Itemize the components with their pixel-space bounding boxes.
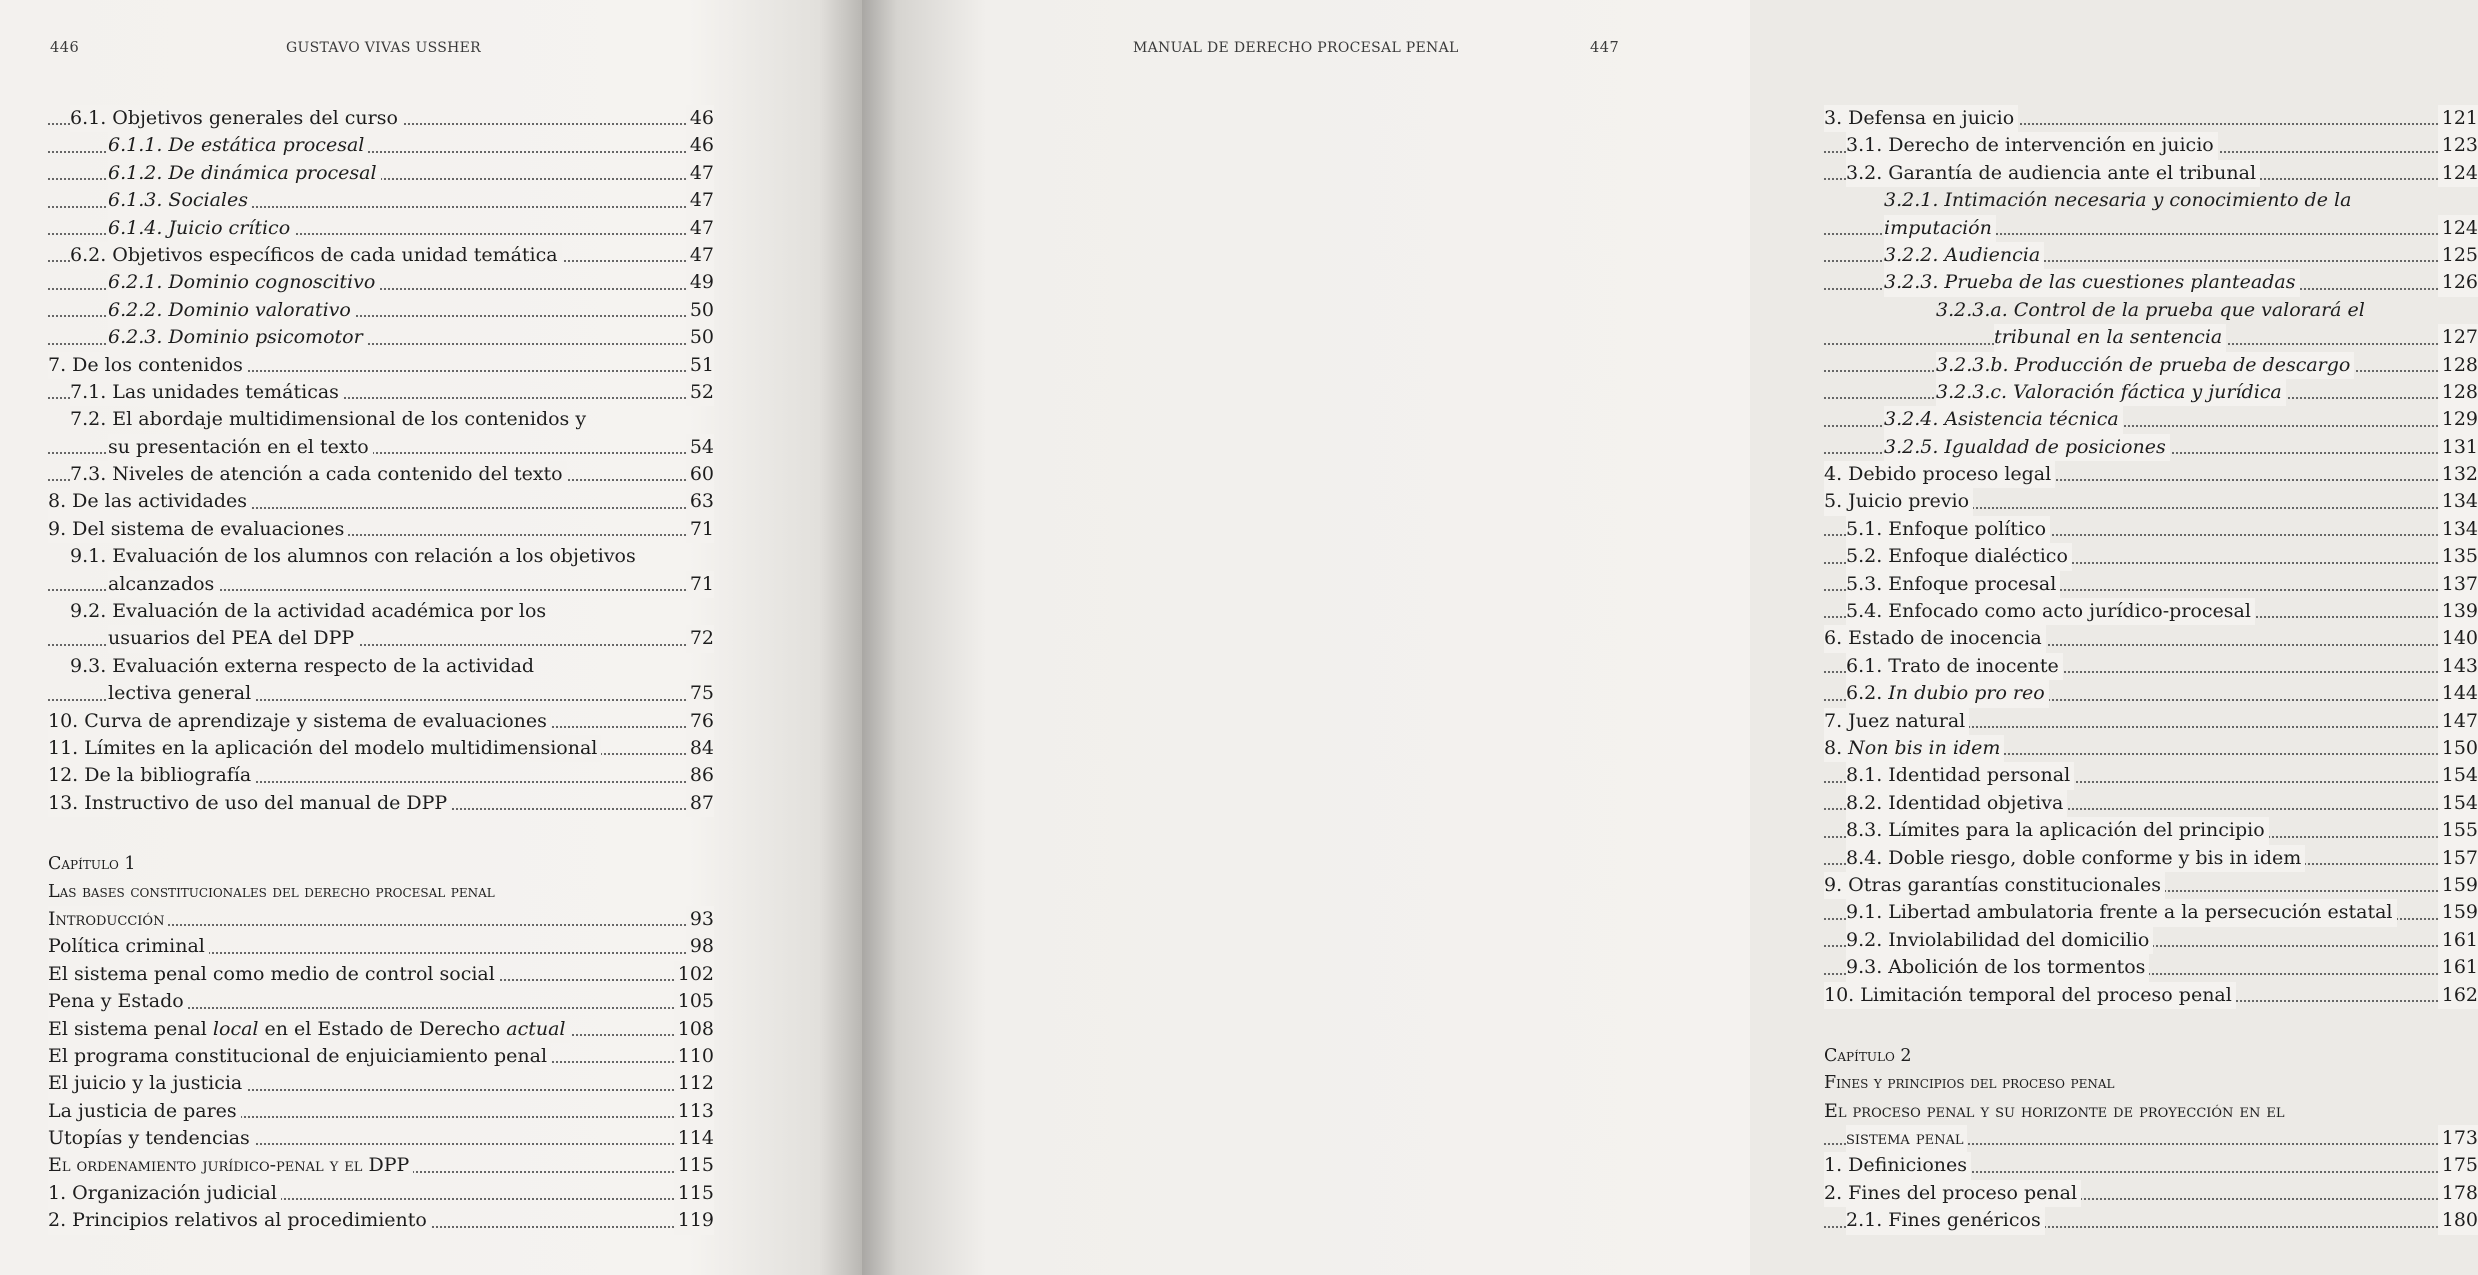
toc-entry-title: El programa constitucional de enjuiciamiento penal	[48, 1043, 551, 1070]
toc-entry-page: 124	[2438, 160, 2478, 187]
toc-entry	[48, 160, 714, 187]
toc-entry-title: Las bases constitucionales del derecho procesal penal	[48, 881, 495, 902]
toc-entry	[1824, 352, 2478, 379]
toc-entry-page: 147	[2438, 708, 2478, 735]
toc-entry	[48, 625, 714, 652]
toc-entry-page: 46	[686, 105, 714, 132]
toc-entry	[48, 598, 714, 625]
toc-entry	[48, 1125, 714, 1152]
toc-entry-page: 49	[686, 269, 714, 296]
toc-entry-page: 71	[686, 571, 714, 598]
toc-entry	[1824, 1207, 2478, 1234]
toc-entry-text-part: 8.	[1824, 736, 1849, 759]
toc-entry	[48, 1180, 714, 1207]
toc-entry-title: 4. Debido proceso legal	[1824, 461, 2055, 488]
toc-entry-page: 126	[2438, 269, 2478, 296]
toc-entry	[1824, 982, 2478, 1009]
toc-entry-page: 46	[686, 132, 714, 159]
toc-entry-title: 5.4. Enfocado como acto jurídico-procesal	[1846, 598, 2255, 625]
toc-entry-title: 9.2. Evaluación de la actividad académica por los	[70, 600, 547, 623]
toc-entry	[1824, 790, 2478, 817]
toc-entry	[48, 1070, 714, 1097]
toc-entry-page: 162	[2438, 982, 2478, 1009]
toc-entry	[1824, 680, 2478, 707]
toc-entry	[48, 1016, 714, 1043]
toc-entry-page: 154	[2438, 790, 2478, 817]
toc-entry-title: usuarios del PEA del DPP	[108, 625, 358, 652]
toc-entry	[48, 461, 714, 488]
toc-entry	[48, 516, 714, 543]
toc-entry-title: Política criminal	[48, 933, 209, 960]
toc-entry-page: 127	[2438, 324, 2478, 351]
right-page-number: 447	[1590, 40, 1620, 56]
toc-entry	[48, 735, 714, 762]
toc-entry-title	[1824, 735, 2004, 762]
toc-entry-title: 3.2.2. Audiencia	[1884, 242, 2044, 269]
toc-entry-text-part: In dubio pro reo	[1888, 682, 2045, 705]
toc-entry-title: Capítulo 2	[1824, 1045, 1912, 1066]
toc-entry	[48, 680, 714, 707]
left-page-number: 446	[50, 40, 80, 56]
toc-entry-title: 8.1. Identidad personal	[1846, 762, 2074, 789]
toc-entry	[48, 1152, 714, 1179]
toc-entry-page: 137	[2438, 571, 2478, 598]
toc-entry-page: 51	[686, 352, 714, 379]
toc-entry-title: tribunal en la sentencia	[1994, 324, 2226, 351]
toc-entry-page: 129	[2438, 406, 2478, 433]
toc-entry-title: 10. Curva de aprendizaje y sistema de evaluaciones	[48, 708, 551, 735]
toc-entry-title: 7. De los contenidos	[48, 352, 247, 379]
toc-entry	[48, 269, 714, 296]
toc-entry-page: 113	[674, 1098, 714, 1125]
toc-entry-title: sistema penal	[1846, 1125, 1967, 1152]
toc-entry	[48, 379, 714, 406]
toc-entry	[48, 297, 714, 324]
toc-entry-title: 6.1. Trato de inocente	[1846, 653, 2063, 680]
toc-entry-title: 2. Fines del proceso penal	[1824, 1180, 2081, 1207]
toc-entry-page: 123	[2438, 132, 2478, 159]
toc-entry-title: 1. Definiciones	[1824, 1152, 1971, 1179]
toc-entry-page: 47	[686, 215, 714, 242]
toc-entry-title: lectiva general	[108, 680, 255, 707]
toc-entry-title: 5.1. Enfoque político	[1846, 516, 2050, 543]
toc-entry	[48, 961, 714, 988]
toc-entry-title: 3.2.3.a. Control de la prueba que valorará el	[1936, 298, 2365, 321]
toc-entry	[1824, 598, 2478, 625]
toc-entry-title: 11. Límites en la aplicación del modelo multidimensional	[48, 735, 601, 762]
toc-entry-page: 143	[2438, 653, 2478, 680]
toc-entry-page: 47	[686, 160, 714, 187]
toc-entry	[48, 906, 714, 933]
toc-entry	[48, 187, 714, 214]
toc-entry-page: 175	[2438, 1152, 2478, 1179]
toc-entry-title: 9.1. Evaluación de los alumnos con relación a los objetivos	[70, 545, 636, 568]
toc-entry	[1824, 461, 2478, 488]
toc-entry	[1824, 1043, 2478, 1070]
toc-entry-page: 110	[674, 1043, 714, 1070]
toc-entry-page: 119	[674, 1207, 714, 1234]
toc-entry-title: 8. De las actividades	[48, 488, 251, 515]
left-toc-list	[48, 105, 714, 1235]
toc-entry	[1824, 297, 2478, 324]
toc-entry-title: 6.1.1. De estática procesal	[108, 132, 368, 159]
toc-entry-page: 128	[2438, 379, 2478, 406]
toc-entry-text-part: Non bis in idem	[1848, 736, 2001, 759]
toc-entry-title: 7. Juez natural	[1824, 708, 1969, 735]
toc-entry-page: 114	[674, 1125, 714, 1152]
toc-entry-page: 98	[686, 933, 714, 960]
toc-entry-title: 3.2.5. Igualdad de posiciones	[1884, 434, 2170, 461]
toc-entry	[1824, 927, 2478, 954]
toc-entry-page: 71	[686, 516, 714, 543]
toc-entry	[48, 653, 714, 680]
toc-entry	[48, 105, 714, 132]
toc-entry	[48, 762, 714, 789]
toc-entry	[1824, 488, 2478, 515]
toc-entry-page: 180	[2438, 1207, 2478, 1234]
toc-entry-title: El proceso penal y su horizonte de proyección en el	[1824, 1099, 2285, 1122]
toc-entry-title: 6. Estado de inocencia	[1824, 625, 2046, 652]
toc-entry	[1824, 817, 2478, 844]
toc-entry-title: su presentación en el texto	[108, 434, 373, 461]
toc-entry-page: 84	[686, 735, 714, 762]
toc-entry-page: 47	[686, 187, 714, 214]
toc-entry-page: 125	[2438, 242, 2478, 269]
toc-entry-page: 134	[2438, 488, 2478, 515]
toc-entry	[1824, 1180, 2478, 1207]
toc-entry-page: 154	[2438, 762, 2478, 789]
toc-entry-page: 128	[2438, 352, 2478, 379]
toc-entry	[1824, 543, 2478, 570]
toc-entry	[48, 851, 714, 878]
toc-entry-page: 112	[674, 1070, 714, 1097]
toc-entry-title: 10. Limitación temporal del proceso penal	[1824, 982, 2236, 1009]
toc-entry	[1824, 242, 2478, 269]
toc-entry	[1824, 160, 2478, 187]
toc-entry-title: 9.3. Abolición de los tormentos	[1846, 954, 2149, 981]
toc-entry	[1824, 899, 2478, 926]
toc-entry	[48, 708, 714, 735]
toc-entry-title: 12. De la bibliografía	[48, 762, 255, 789]
left-page	[0, 0, 862, 1275]
toc-entry	[1824, 1070, 2478, 1097]
toc-entry-title: 2.1. Fines genéricos	[1846, 1207, 2045, 1234]
toc-entry-page: 50	[686, 324, 714, 351]
toc-entry-page: 161	[2438, 954, 2478, 981]
toc-entry-title: 9.2. Inviolabilidad del domicilio	[1846, 927, 2153, 954]
toc-entry	[1824, 324, 2478, 351]
toc-entry-title: 3. Defensa en juicio	[1824, 105, 2018, 132]
toc-entry-page: 47	[686, 242, 714, 269]
toc-entry-page: 60	[686, 461, 714, 488]
toc-entry-title	[1846, 680, 2049, 707]
toc-entry-page: 159	[2438, 872, 2478, 899]
toc-entry-title: 6.1.2. De dinámica procesal	[108, 160, 381, 187]
toc-entry-page: 115	[674, 1180, 714, 1207]
toc-entry-title: Pena y Estado	[48, 988, 188, 1015]
toc-entry	[48, 1043, 714, 1070]
toc-entry-page: 131	[2438, 434, 2478, 461]
toc-entry-title: 6.1.3. Sociales	[108, 187, 252, 214]
toc-entry-page: 63	[686, 488, 714, 515]
toc-entry-title: 6.2.3. Dominio psicomotor	[108, 324, 367, 351]
right-toc-list	[1824, 105, 2478, 1235]
toc-entry-title: 3.2. Garantía de audiencia ante el tribunal	[1846, 160, 2260, 187]
toc-entry-title: 9. Otras garantías constitucionales	[1824, 872, 2165, 899]
toc-entry-page: 108	[674, 1016, 714, 1043]
toc-entry-page: 132	[2438, 461, 2478, 488]
toc-entry-title: 5.2. Enfoque dialéctico	[1846, 543, 2072, 570]
left-running-head: GUSTAVO VIVAS USSHER	[286, 40, 482, 56]
toc-entry	[48, 879, 714, 906]
right-running-head: MANUAL DE DERECHO PROCESAL PENAL	[1133, 40, 1459, 56]
toc-entry-page: 105	[674, 988, 714, 1015]
toc-entry-title: 3.2.1. Intimación necesaria y conocimiento de la	[1884, 189, 2352, 212]
toc-entry-title: 3.2.3.c. Valoración fáctica y jurídica	[1936, 379, 2286, 406]
toc-entry	[1824, 269, 2478, 296]
toc-entry-title: 6.1.4. Juicio crítico	[108, 215, 294, 242]
toc-entry	[48, 132, 714, 159]
toc-entry-title: 3.2.3.b. Producción de prueba de descargo	[1936, 352, 2354, 379]
toc-entry-title: 7.3. Niveles de atención a cada contenido del texto	[70, 461, 567, 488]
toc-entry	[1824, 1125, 2478, 1152]
toc-entry	[1824, 708, 2478, 735]
toc-entry	[1824, 187, 2478, 214]
toc-entry	[1824, 625, 2478, 652]
toc-entry-title: 7.2. El abordaje multidimensional de los contenidos y	[70, 408, 587, 431]
toc-entry	[1824, 872, 2478, 899]
toc-entry	[48, 1098, 714, 1125]
toc-entry-title: 6.2.2. Dominio valorativo	[108, 297, 355, 324]
toc-entry-text-part: El sistema penal	[48, 1017, 213, 1040]
toc-entry-page: 157	[2438, 845, 2478, 872]
toc-entry	[48, 352, 714, 379]
toc-entry	[1824, 105, 2478, 132]
toc-entry-text-part: local	[212, 1017, 259, 1040]
toc-entry-page: 140	[2438, 625, 2478, 652]
toc-entry	[1824, 1009, 2478, 1043]
toc-entry	[48, 434, 714, 461]
toc-entry-title	[48, 1016, 570, 1043]
toc-entry-title: 7.1. Las unidades temáticas	[70, 379, 343, 406]
toc-entry-page: 173	[2438, 1125, 2478, 1152]
toc-entry-title: 6.2. Objetivos específicos de cada unidad temática	[70, 242, 562, 269]
toc-entry-title: 9.1. Libertad ambulatoria frente a la persecución estatal	[1846, 899, 2397, 926]
right-page	[862, 0, 2478, 1275]
toc-entry	[1824, 516, 2478, 543]
toc-entry-text-part: 6.2.	[1846, 682, 1889, 705]
toc-entry-title: 3.2.4. Asistencia técnica	[1884, 406, 2123, 433]
toc-entry-title: 2. Principios relativos al procedimiento	[48, 1207, 431, 1234]
toc-entry-title: La justicia de pares	[48, 1098, 241, 1125]
toc-entry-page: 121	[2438, 105, 2478, 132]
toc-entry	[48, 543, 714, 570]
toc-entry	[48, 571, 714, 598]
toc-entry-page: 54	[686, 434, 714, 461]
toc-entry	[1824, 653, 2478, 680]
toc-entry-title: El ordenamiento jurídico-penal y el DPP	[48, 1152, 413, 1179]
toc-entry-page: 115	[674, 1152, 714, 1179]
toc-entry-page: 52	[686, 379, 714, 406]
toc-entry	[48, 324, 714, 351]
toc-entry-title: 9. Del sistema de evaluaciones	[48, 516, 348, 543]
toc-entry-title: 5.3. Enfoque procesal	[1846, 571, 2060, 598]
toc-entry-page: 178	[2438, 1180, 2478, 1207]
toc-entry-title: 1. Organización judicial	[48, 1180, 281, 1207]
toc-entry-title: imputación	[1884, 215, 1996, 242]
toc-entry-title: El juicio y la justicia	[48, 1070, 246, 1097]
toc-entry-title: 13. Instructivo de uso del manual de DPP	[48, 790, 451, 817]
toc-entry-text-part: en el Estado de Derecho	[258, 1017, 507, 1040]
toc-entry	[1824, 379, 2478, 406]
toc-entry	[48, 790, 714, 817]
toc-entry	[48, 988, 714, 1015]
toc-entry	[1824, 571, 2478, 598]
toc-entry-page: 76	[686, 708, 714, 735]
toc-entry	[1824, 735, 2478, 762]
toc-entry-title: 3.2.3. Prueba de las cuestiones planteadas	[1884, 269, 2300, 296]
toc-entry-title: 8.4. Doble riesgo, doble conforme y bis in idem	[1846, 845, 2305, 872]
toc-entry	[48, 215, 714, 242]
toc-entry	[48, 406, 714, 433]
toc-entry-page: 87	[686, 790, 714, 817]
toc-entry	[1824, 132, 2478, 159]
toc-entry-title: 8.2. Identidad objetiva	[1846, 790, 2067, 817]
toc-entry-page: 102	[674, 961, 714, 988]
toc-entry-page: 155	[2438, 817, 2478, 844]
toc-entry-title: Fines y principios del proceso penal	[1824, 1073, 2115, 1094]
toc-entry-title: El sistema penal como medio de control social	[48, 961, 499, 988]
toc-entry	[1824, 1152, 2478, 1179]
toc-entry	[48, 933, 714, 960]
toc-entry	[1824, 954, 2478, 981]
toc-entry	[48, 1207, 714, 1234]
toc-entry-page: 86	[686, 762, 714, 789]
toc-entry-page: 161	[2438, 927, 2478, 954]
toc-entry-page: 150	[2438, 735, 2478, 762]
toc-entry-title: Introducción	[48, 906, 168, 933]
toc-entry-page: 134	[2438, 516, 2478, 543]
toc-entry	[48, 242, 714, 269]
toc-entry	[1824, 215, 2478, 242]
toc-entry-page: 124	[2438, 215, 2478, 242]
toc-entry	[1824, 434, 2478, 461]
toc-entry	[48, 817, 714, 851]
toc-entry-title: 6.1. Objetivos generales del curso	[70, 105, 402, 132]
toc-entry-title: 9.3. Evaluación externa respecto de la actividad	[70, 654, 535, 677]
toc-entry	[1824, 762, 2478, 789]
toc-entry-page: 75	[686, 680, 714, 707]
toc-entry	[1824, 406, 2478, 433]
toc-entry-page: 93	[686, 906, 714, 933]
toc-entry-page: 135	[2438, 543, 2478, 570]
toc-entry-title: 3.1. Derecho de intervención en juicio	[1846, 132, 2218, 159]
toc-entry	[48, 488, 714, 515]
toc-entry-page: 72	[686, 625, 714, 652]
toc-entry-page: 159	[2438, 899, 2478, 926]
toc-entry	[1824, 1098, 2478, 1125]
toc-entry-title: 8.3. Límites para la aplicación del principio	[1846, 817, 2269, 844]
toc-entry	[1824, 845, 2478, 872]
toc-entry-title: Capítulo 1	[48, 854, 136, 875]
toc-entry-title: alcanzados	[108, 571, 218, 598]
toc-entry-page: 139	[2438, 598, 2478, 625]
toc-entry-title: Utopías y tendencias	[48, 1125, 254, 1152]
toc-entry-title: 5. Juicio previo	[1824, 488, 1973, 515]
toc-entry-text-part: actual	[506, 1017, 566, 1040]
toc-entry-page: 144	[2438, 680, 2478, 707]
toc-entry-page: 50	[686, 297, 714, 324]
toc-entry-title: 6.2.1. Dominio cognoscitivo	[108, 269, 379, 296]
